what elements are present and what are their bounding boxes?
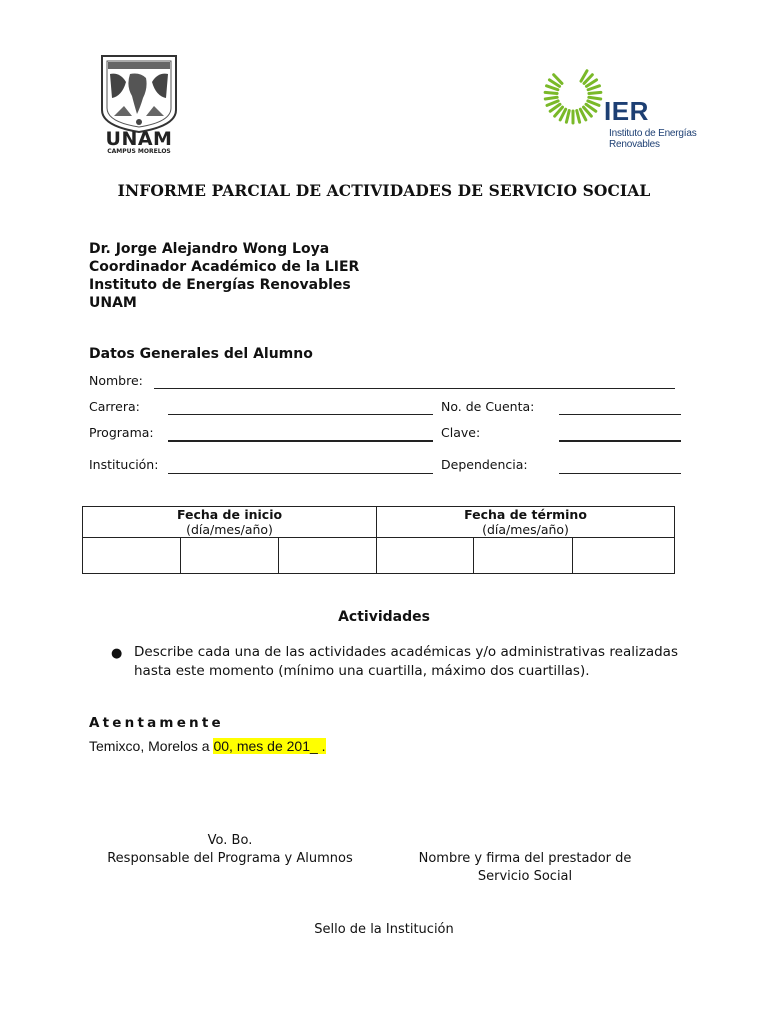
ier-ray <box>566 111 569 123</box>
nombre-field-line[interactable] <box>154 388 675 389</box>
ier-ray <box>589 92 601 93</box>
clave-field-line[interactable] <box>559 440 681 442</box>
ier-ray <box>589 97 601 99</box>
ier-logo-subtitle <box>609 128 697 150</box>
carrera-label: Carrera: <box>89 399 140 414</box>
clave-label: Clave: <box>441 425 481 440</box>
dependencia-field-line[interactable] <box>559 473 681 474</box>
programa-label: Programa: <box>89 425 154 440</box>
addressee-block <box>89 240 359 312</box>
institucion-label: Institución: <box>89 457 159 472</box>
document-title: INFORME PARCIAL DE ACTIVIDADES DE SERVICIO SOCIAL <box>117 181 651 200</box>
ier-ray <box>545 92 557 93</box>
cuenta-field-line[interactable] <box>559 414 681 415</box>
end-day-cell[interactable] <box>377 538 474 574</box>
start-date-format: (día/mes/año) <box>186 522 273 537</box>
student-data-heading: Datos Generales del Alumno <box>89 346 313 362</box>
cuenta-label: No. de Cuenta: <box>441 399 535 414</box>
prestador-text: Nombre y firma del prestador de <box>418 851 632 866</box>
bullet-icon: ● <box>111 646 123 661</box>
activity-instruction: Describe cada una de las actividades académicas y/o administrativas realizadas hasta este momento (mínimo una cuartilla, máximo dos cuartillas). <box>134 644 678 679</box>
ier-subtitle-line1: Instituto de Energías <box>609 128 697 139</box>
unam-logo-text: UNAM <box>105 128 173 150</box>
responsable-text: Responsable del Programa y Alumnos <box>107 851 353 866</box>
date-placeholder-highlight: 00, mes de 201_ . <box>213 738 326 754</box>
ier-subtitle-line2: Renovables <box>609 139 660 150</box>
addressee-institute: Instituto de Energías Renovables <box>89 277 351 293</box>
ier-ray <box>545 97 557 99</box>
vobo-text: Vo. Bo. <box>207 833 253 848</box>
start-date-label: Fecha de inicio <box>176 507 283 522</box>
start-month-cell[interactable] <box>181 538 279 574</box>
end-year-cell[interactable] <box>573 538 675 574</box>
ier-logo-text: IER <box>604 96 649 126</box>
servicio-social-text: Servicio Social <box>477 869 573 884</box>
start-day-cell[interactable] <box>83 538 181 574</box>
dates-table <box>82 506 675 574</box>
ier-ray <box>588 101 599 105</box>
end-date-format: (día/mes/año) <box>482 522 569 537</box>
addressee-university: UNAM <box>89 295 137 311</box>
ier-ray <box>547 101 558 105</box>
ier-ray <box>577 111 580 123</box>
place-date-line <box>89 738 326 754</box>
ier-ray <box>547 86 558 90</box>
ier-logo <box>540 62 700 154</box>
ier-sunburst-icon <box>540 62 606 128</box>
end-date-header <box>377 507 675 538</box>
unam-campus-text: CAMPUS MORELOS <box>107 148 171 155</box>
addressee-position: Coordinador Académico de la LIER <box>89 259 360 275</box>
dependencia-label: Dependencia: <box>441 457 528 472</box>
seal-label: Sello de la Institución <box>314 922 454 937</box>
nombre-label: Nombre: <box>89 373 143 388</box>
addressee-name: Dr. Jorge Alejandro Wong Loya <box>89 241 330 257</box>
place-text: Temixco, Morelos a <box>89 738 214 754</box>
left-signature-block <box>80 832 380 868</box>
right-signature-block <box>395 850 655 886</box>
start-year-cell[interactable] <box>279 538 377 574</box>
institucion-field-line[interactable] <box>168 473 433 474</box>
carrera-field-line[interactable] <box>168 414 433 415</box>
closing-salutation: Atentamente <box>89 715 224 731</box>
ier-ray <box>588 86 599 90</box>
unam-logo <box>96 52 182 156</box>
start-date-header <box>83 507 377 538</box>
activities-heading: Actividades <box>338 609 430 625</box>
end-month-cell[interactable] <box>474 538 573 574</box>
programa-field-line[interactable] <box>168 440 433 442</box>
end-date-label: Fecha de término <box>464 507 587 522</box>
